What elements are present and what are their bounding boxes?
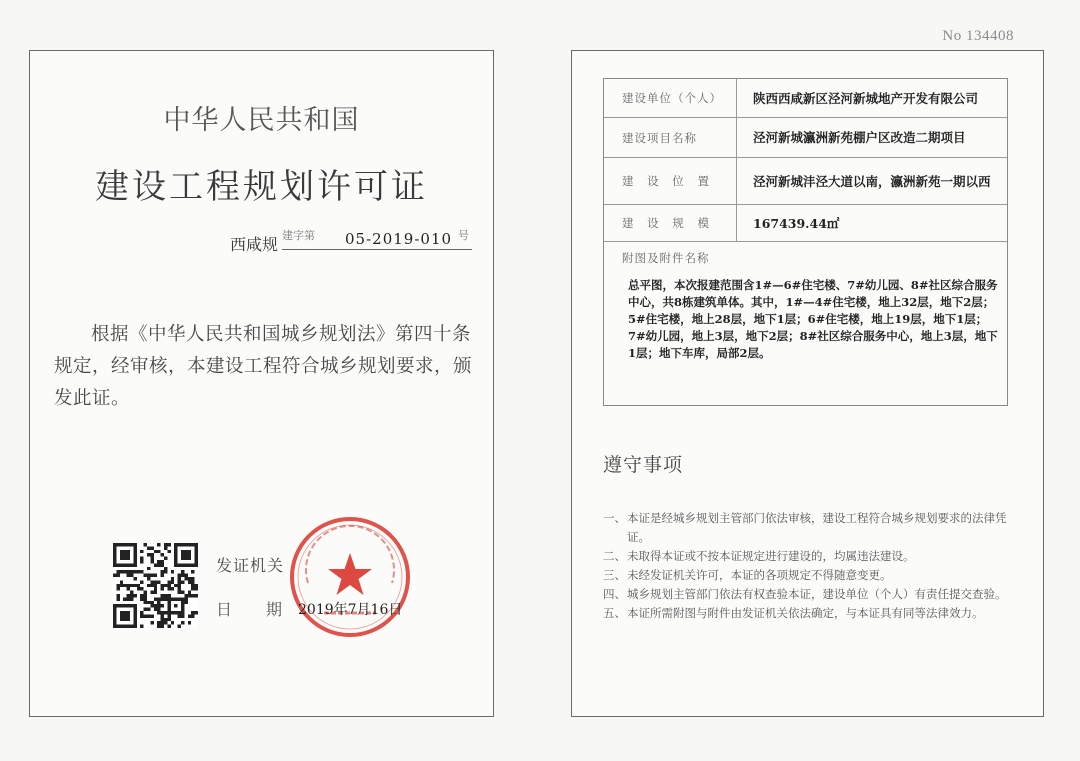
notice-number: 三、	[603, 568, 626, 582]
notice-number: 四、	[603, 587, 626, 601]
cert-unit-after: 号	[458, 229, 469, 242]
notice-number: 一、	[603, 511, 626, 525]
notice-text: 本证所需附图与附件由发证机关依法确定，与本证具有同等法律效力。	[627, 606, 984, 620]
body-paragraph: 根据《中华人民共和国城乡规划法》第四十条规定，经审核，本建设工程符合城乡规划要求，颁发此证。	[54, 324, 473, 409]
notice-number: 二、	[603, 549, 626, 563]
certificate-left-page	[29, 50, 494, 717]
table-row	[604, 79, 1007, 118]
notice-item	[603, 566, 1015, 585]
project-info-table	[603, 78, 1008, 406]
row-value: 陕西西咸新区泾河新城地产开发有限公司	[753, 90, 979, 106]
notice-item	[603, 509, 1015, 547]
row-label: 建 设 位 置	[604, 158, 737, 204]
notice-item	[603, 547, 1015, 566]
notice-text: 未取得本证或不按本证规定进行建设的，均属违法建设。	[627, 549, 915, 563]
table-row	[604, 205, 1007, 242]
cert-unit-before: 建字第	[282, 229, 315, 242]
certificate-title: 建设工程规划许可证	[95, 167, 428, 207]
notice-item	[603, 585, 1015, 604]
notice-title: 遵守事项	[603, 454, 684, 476]
cert-prefix: 西咸规	[230, 235, 279, 254]
row-label: 建 设 规 模	[604, 205, 737, 241]
attachment-label: 附图及附件名称	[622, 251, 710, 265]
qr-code-icon	[113, 543, 198, 628]
notice-item	[603, 604, 1015, 623]
row-label: 建设项目名称	[604, 118, 737, 157]
row-value: 167439.44㎡	[753, 215, 840, 231]
cert-number-underline	[282, 249, 472, 250]
issuer-label: 发证机关	[216, 556, 285, 575]
certificate-body	[54, 319, 472, 415]
notice-text: 本证是经城乡规划主管部门依法审核，建设工程符合城乡规划要求的法律凭证。	[627, 511, 1007, 544]
row-label: 建设单位（个人）	[604, 79, 737, 117]
row-value: 泾河新城沣泾大道以南，瀛洲新苑一期以西	[753, 173, 991, 189]
serial-number: No 134408	[942, 28, 1014, 44]
cert-number-value: 05-2019-010	[345, 230, 453, 248]
attachment-text: 总平图，本次报建范围含1#—6#住宅楼、7#幼儿园、8#社区综合服务中心，共8栋建筑单体。其中，1#—4#住宅楼，地上32层，地下2层；5#住宅楼，地上28层，地下1层；6#住宅楼，地上19层，地下1层；7#幼儿园，地上3层，地下2层；8#社区综合服务中心，地上3层，地下1层；地下车库，局部2层。	[628, 278, 998, 360]
row-value: 泾河新城瀛洲新苑棚户区改造二期项目	[753, 130, 966, 145]
country-name: 中华人民共和国	[163, 105, 360, 136]
notice-number: 五、	[603, 606, 626, 620]
notice-list	[603, 509, 1015, 623]
official-seal-icon	[286, 513, 414, 641]
issue-date: 2019年7月16日	[298, 602, 403, 618]
date-label-char-1: 日	[216, 600, 233, 619]
table-row	[604, 118, 1007, 158]
table-row	[604, 158, 1007, 205]
certificate-number	[230, 227, 475, 253]
date-label-char-2: 期	[266, 600, 283, 619]
notice-text: 城乡规划主管部门依法有权查验本证，建设单位（个人）有责任提交查验。	[627, 587, 1007, 601]
notice-text: 未经发证机关许可，本证的各项规定不得随意变更。	[627, 568, 892, 582]
certificate-right-page	[571, 50, 1044, 717]
